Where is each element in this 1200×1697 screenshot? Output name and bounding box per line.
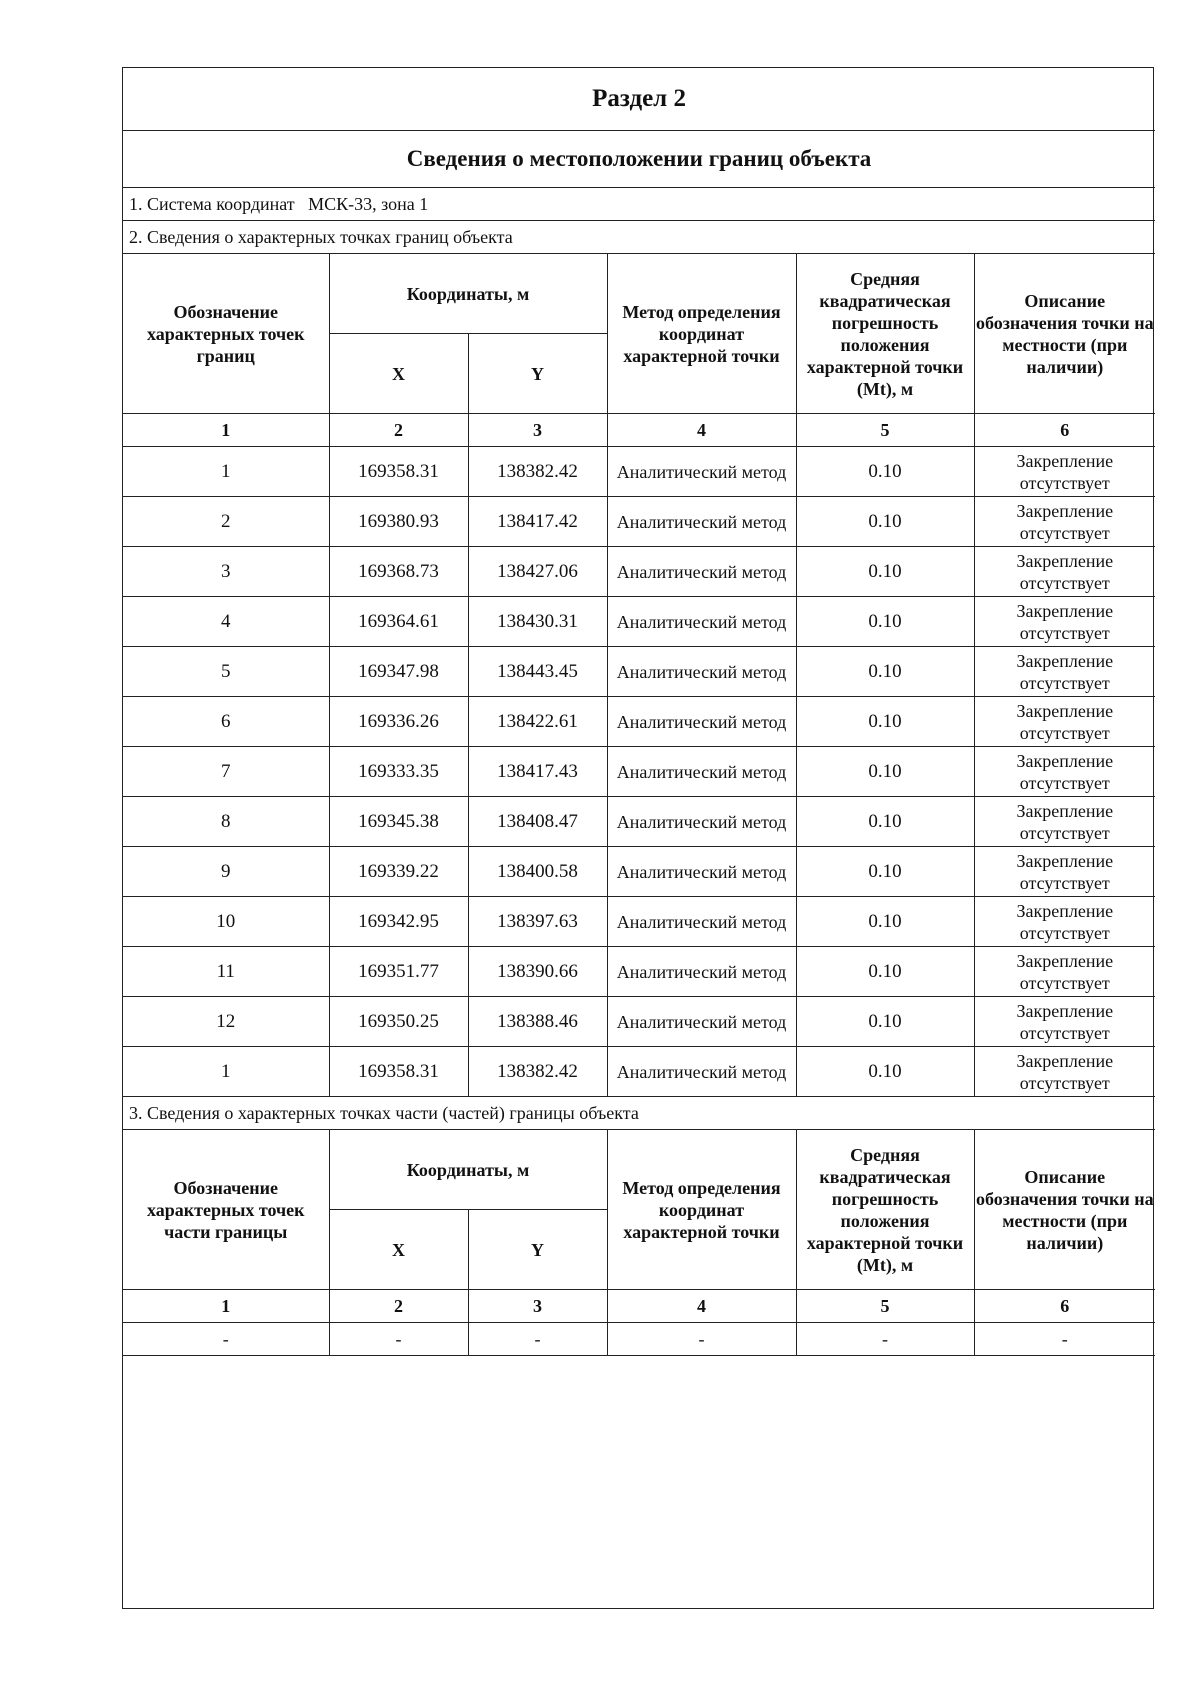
- table1-col-number: 2: [329, 414, 468, 447]
- method-cell: -: [607, 1323, 796, 1356]
- accuracy-cell: 0.10: [796, 547, 974, 597]
- point-cell: -: [123, 1323, 329, 1356]
- x-cell: 169333.35: [329, 747, 468, 797]
- accuracy-cell: 0.10: [796, 997, 974, 1047]
- table-row: [123, 597, 1155, 647]
- accuracy-cell: 0.10: [796, 647, 974, 697]
- col-y-header: Y: [468, 334, 607, 414]
- method-cell: Аналитический метод: [607, 1047, 796, 1097]
- point-cell: 8: [123, 797, 329, 847]
- table1-col-number: 4: [607, 414, 796, 447]
- table2-col-number: 1: [123, 1290, 329, 1323]
- y-cell: 138443.45: [468, 647, 607, 697]
- method-cell: Аналитический метод: [607, 647, 796, 697]
- coord-system-value: МСК-33, зона 1: [308, 193, 429, 214]
- y-cell: 138388.46: [468, 997, 607, 1047]
- method-cell: Аналитический метод: [607, 797, 796, 847]
- description-cell: -: [974, 1323, 1155, 1356]
- x-cell: 169351.77: [329, 947, 468, 997]
- table2-col-number: 4: [607, 1290, 796, 1323]
- point-cell: 3: [123, 547, 329, 597]
- x-cell: 169368.73: [329, 547, 468, 597]
- description-cell: Закрепление отсутствует: [974, 1047, 1155, 1097]
- method-cell: Аналитический метод: [607, 997, 796, 1047]
- method-cell: Аналитический метод: [607, 947, 796, 997]
- col-x-header-2: X: [329, 1210, 468, 1290]
- column-number-row-2: [123, 1290, 1155, 1323]
- table-row: [123, 897, 1155, 947]
- method-cell: Аналитический метод: [607, 697, 796, 747]
- description-cell: Закрепление отсутствует: [974, 897, 1155, 947]
- y-cell: 138417.43: [468, 747, 607, 797]
- description-cell: Закрепление отсутствует: [974, 697, 1155, 747]
- description-cell: Закрепление отсутствует: [974, 547, 1155, 597]
- accuracy-cell: 0.10: [796, 447, 974, 497]
- point-cell: 2: [123, 497, 329, 547]
- accuracy-cell: 0.10: [796, 847, 974, 897]
- accuracy-cell: 0.10: [796, 1047, 974, 1097]
- description-cell: Закрепление отсутствует: [974, 997, 1155, 1047]
- description-cell: Закрепление отсутствует: [974, 797, 1155, 847]
- table1-col-number: 3: [468, 414, 607, 447]
- point-cell: 6: [123, 697, 329, 747]
- section-heading: Раздел 2: [123, 68, 1155, 131]
- col-accuracy-header-2: Средняя квадратическая погрешность положения характерной точки (Mt), м: [796, 1130, 974, 1290]
- x-cell: 169358.31: [329, 447, 468, 497]
- table-row: [123, 747, 1155, 797]
- accuracy-cell: 0.10: [796, 747, 974, 797]
- col-y-header-2: Y: [468, 1210, 607, 1290]
- table2-col-number: 6: [974, 1290, 1155, 1323]
- description-cell: Закрепление отсутствует: [974, 597, 1155, 647]
- table-row: [123, 547, 1155, 597]
- x-cell: 169347.98: [329, 647, 468, 697]
- table2-col-number: 2: [329, 1290, 468, 1323]
- y-cell: 138430.31: [468, 597, 607, 647]
- x-cell: 169380.93: [329, 497, 468, 547]
- table-row: [123, 1047, 1155, 1097]
- description-cell: Закрепление отсутствует: [974, 447, 1155, 497]
- point-cell: 1: [123, 1047, 329, 1097]
- point-cell: 11: [123, 947, 329, 997]
- col-description-header: Описание обозначения точки на местности (при наличии): [974, 254, 1155, 414]
- description-cell: Закрепление отсутствует: [974, 747, 1155, 797]
- description-cell: Закрепление отсутствует: [974, 847, 1155, 897]
- point-cell: 4: [123, 597, 329, 647]
- coord-system-line: [123, 188, 1155, 221]
- coord-system-label: 1. Система координат: [129, 193, 295, 214]
- y-cell: 138422.61: [468, 697, 607, 747]
- y-cell: 138382.42: [468, 1047, 607, 1097]
- accuracy-cell: 0.10: [796, 497, 974, 547]
- table-row: [123, 797, 1155, 847]
- description-cell: Закрепление отсутствует: [974, 647, 1155, 697]
- x-cell: 169345.38: [329, 797, 468, 847]
- point-cell: 1: [123, 447, 329, 497]
- boundary-table: [123, 68, 1155, 1356]
- point-cell: 12: [123, 997, 329, 1047]
- col-description-header-2: Описание обозначения точки на местности (при наличии): [974, 1130, 1155, 1290]
- accuracy-cell: 0.10: [796, 897, 974, 947]
- x-cell: 169336.26: [329, 697, 468, 747]
- table2-col-number: 5: [796, 1290, 974, 1323]
- accuracy-cell: 0.10: [796, 797, 974, 847]
- x-cell: 169339.22: [329, 847, 468, 897]
- point-cell: 7: [123, 747, 329, 797]
- table-row: [123, 497, 1155, 547]
- point-cell: 9: [123, 847, 329, 897]
- x-cell: -: [329, 1323, 468, 1356]
- col-point-header-2: Обозначение характерных точек части границы: [123, 1130, 329, 1290]
- table-row: [123, 847, 1155, 897]
- point-cell: 10: [123, 897, 329, 947]
- col-method-header: Метод определения координат характерной точки: [607, 254, 796, 414]
- description-cell: Закрепление отсутствует: [974, 497, 1155, 547]
- description-cell: Закрепление отсутствует: [974, 947, 1155, 997]
- method-cell: Аналитический метод: [607, 847, 796, 897]
- document-title: Сведения о местоположении границ объекта: [123, 131, 1155, 188]
- y-cell: 138390.66: [468, 947, 607, 997]
- accuracy-cell: -: [796, 1323, 974, 1356]
- y-cell: 138417.42: [468, 497, 607, 547]
- x-cell: 169350.25: [329, 997, 468, 1047]
- column-number-row: [123, 414, 1155, 447]
- method-cell: Аналитический метод: [607, 447, 796, 497]
- col-coords-header: Координаты, м: [329, 254, 607, 334]
- table-row: [123, 447, 1155, 497]
- method-cell: Аналитический метод: [607, 597, 796, 647]
- table-row: [123, 947, 1155, 997]
- x-cell: 169342.95: [329, 897, 468, 947]
- point-cell: 5: [123, 647, 329, 697]
- col-coords-header-2: Координаты, м: [329, 1130, 607, 1210]
- method-cell: Аналитический метод: [607, 547, 796, 597]
- accuracy-cell: 0.10: [796, 947, 974, 997]
- y-cell: -: [468, 1323, 607, 1356]
- col-x-header: X: [329, 334, 468, 414]
- blank-area: [123, 1356, 1153, 1574]
- col-accuracy-header: Средняя квадратическая погрешность положения характерной точки (Mt), м: [796, 254, 974, 414]
- col-method-header-2: Метод определения координат характерной точки: [607, 1130, 796, 1290]
- table-row: [123, 1323, 1155, 1356]
- table2-col-number: 3: [468, 1290, 607, 1323]
- col-point-header: Обозначение характерных точек границ: [123, 254, 329, 414]
- method-cell: Аналитический метод: [607, 747, 796, 797]
- y-cell: 138397.63: [468, 897, 607, 947]
- method-cell: Аналитический метод: [607, 497, 796, 547]
- x-cell: 169358.31: [329, 1047, 468, 1097]
- parts-caption: 3. Сведения о характерных точках части (частей) границы объекта: [123, 1097, 1155, 1130]
- accuracy-cell: 0.10: [796, 697, 974, 747]
- table-row: [123, 997, 1155, 1047]
- accuracy-cell: 0.10: [796, 597, 974, 647]
- table1-col-number: 6: [974, 414, 1155, 447]
- document-page: [122, 67, 1154, 1609]
- y-cell: 138408.47: [468, 797, 607, 847]
- table1-col-number: 5: [796, 414, 974, 447]
- y-cell: 138400.58: [468, 847, 607, 897]
- table1-col-number: 1: [123, 414, 329, 447]
- points-caption: 2. Сведения о характерных точках границ объекта: [123, 221, 1155, 254]
- y-cell: 138382.42: [468, 447, 607, 497]
- x-cell: 169364.61: [329, 597, 468, 647]
- table-row: [123, 647, 1155, 697]
- table-row: [123, 697, 1155, 747]
- method-cell: Аналитический метод: [607, 897, 796, 947]
- y-cell: 138427.06: [468, 547, 607, 597]
